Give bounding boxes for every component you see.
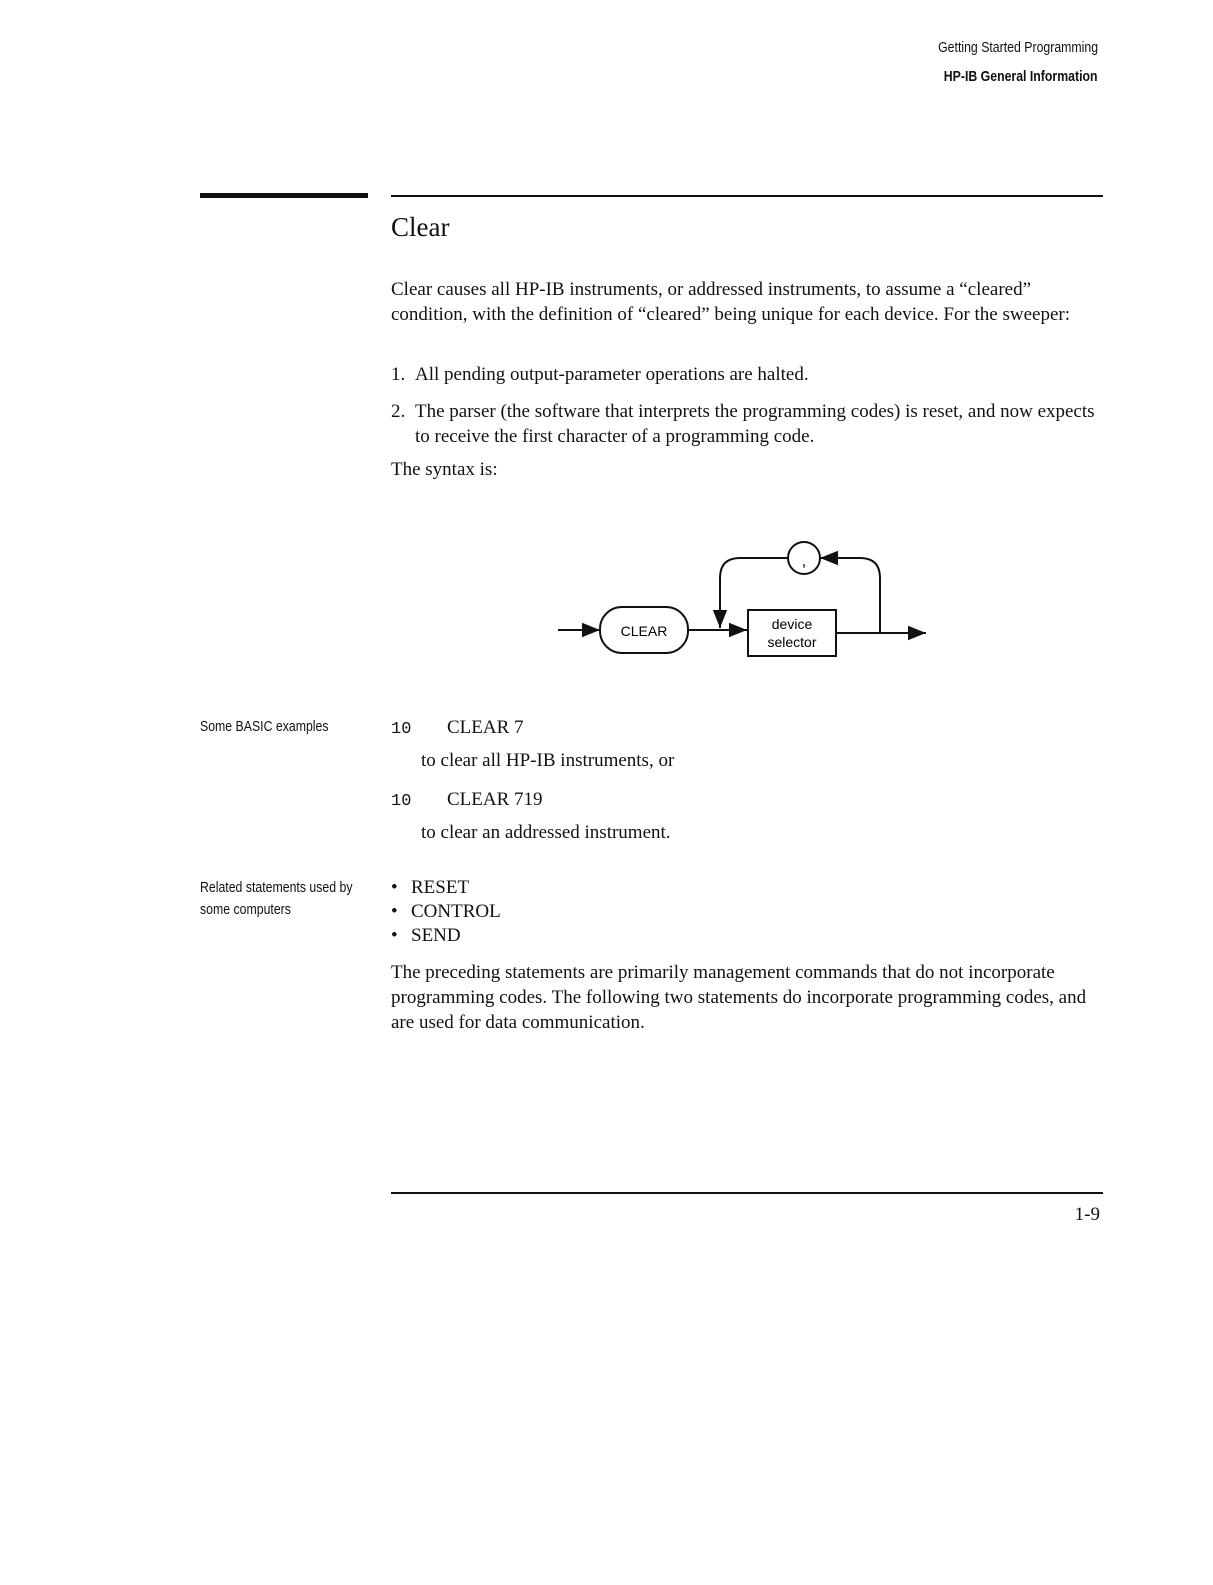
intro-paragraph: Clear causes all HP-IB instruments, or addressed instruments, to assume a “cleared” condition, with the definition of “cleared” being unique for each device. For the sweeper: <box>391 279 1070 325</box>
step-number: 2. <box>391 401 406 422</box>
code-text: CLEAR 719 <box>447 789 543 810</box>
code-text: CLEAR 7 <box>447 717 524 738</box>
step-number: 1. <box>391 364 406 385</box>
list-item: • SEND <box>391 924 501 948</box>
section-rule-thin <box>391 195 1103 197</box>
list-item <box>391 362 1111 387</box>
examples-sidenote: Some BASIC examples <box>200 718 329 735</box>
related-sidenote: Related statements used by some computers <box>200 879 353 918</box>
list-item: • CONTROL <box>391 900 501 924</box>
page-number: 1-9 <box>1074 1204 1100 1225</box>
page-title: Clear <box>391 212 450 242</box>
step-text: All pending output-parameter operations are halted. <box>415 364 809 385</box>
loop-back-path <box>820 558 880 633</box>
line-number: 10 <box>391 792 412 811</box>
running-header-section: Getting Started Programming <box>938 39 1098 56</box>
code-example-2-description: to clear an addressed instrument. <box>421 822 671 843</box>
code-example-2 <box>391 787 543 814</box>
code-example-1 <box>391 715 524 742</box>
code-example-1-description: to clear all HP-IB instruments, or <box>421 750 675 771</box>
section-rule-thick <box>200 193 368 198</box>
list-item: • RESET <box>391 876 501 900</box>
closing-paragraph: The preceding statements are primarily management commands that do not incorporate programming codes. The following two statements do incorporate programming codes, and are used for data communication. <box>391 962 1087 1033</box>
device-selector-label-1: device <box>771 616 813 632</box>
related-statements-list <box>391 876 501 948</box>
syntax-label: The syntax is: <box>391 459 498 480</box>
steps-list <box>391 362 1111 461</box>
footer-rule <box>391 1192 1103 1194</box>
syntax-diagram <box>550 530 950 690</box>
running-header-subsection: HP-IB General Information <box>944 68 1098 85</box>
line-number: 10 <box>391 720 412 739</box>
list-item <box>391 399 1111 449</box>
clear-keyword-label: CLEAR <box>620 623 668 639</box>
comma-separator-label: , <box>801 553 807 570</box>
step-text: The parser (the software that interprets the programming codes) is reset, and now expects to receive the first character of a programming code. <box>415 401 1095 447</box>
device-selector-label-2: selector <box>767 634 817 650</box>
